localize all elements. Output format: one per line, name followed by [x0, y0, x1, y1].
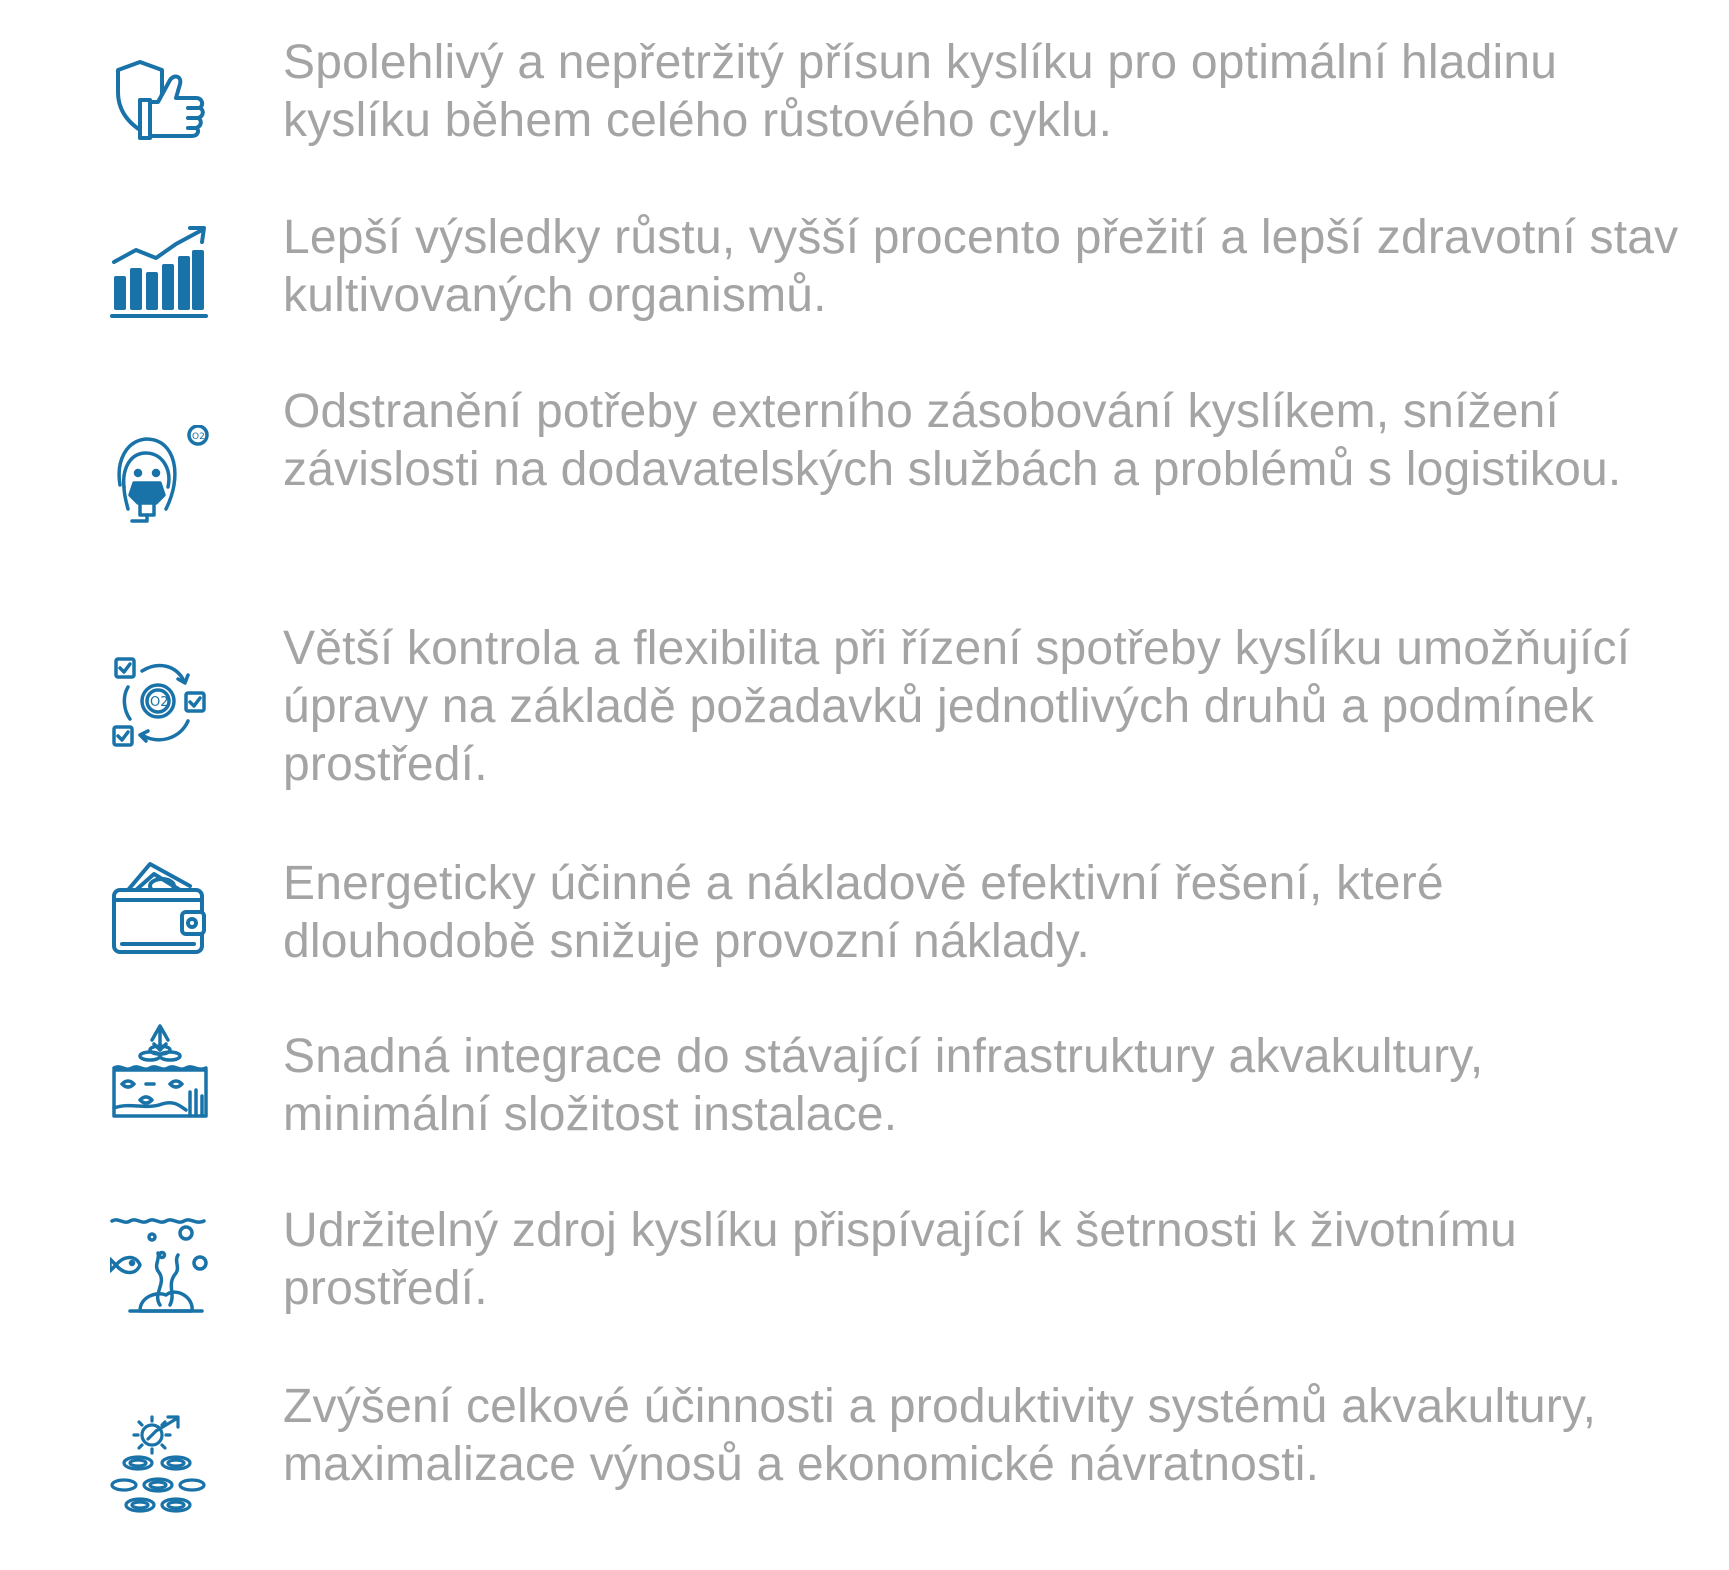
benefit-text: Energeticky účinné a nákladově efektivní řešení, které dlouhodobě snižuje provozní náklady. — [283, 857, 1444, 968]
growth-chart-icon — [110, 222, 210, 322]
productivity-cages-icon — [110, 1415, 210, 1515]
svg-text:O2: O2 — [150, 695, 169, 710]
wallet-money-icon — [110, 860, 210, 960]
benefit-text: Udržitelný zdroj kyslíku přispívající k šetrnosti k životnímu prostředí. — [283, 1204, 1517, 1315]
svg-text:O2: O2 — [192, 432, 205, 442]
underwater-ecosystem-icon — [110, 1215, 210, 1315]
benefit-text: Snadná integrace do stávající infrastruktury akvakultury, minimální složitost instalace. — [283, 1030, 1484, 1141]
benefit-text: Odstranění potřeby externího zásobování kyslíkem, snížení závislosti na dodavatelských službách a problémů s logistikou. — [283, 385, 1622, 496]
benefit-text: Zvýšení celkové účinnosti a produktivity systémů akvakultury, maximalizace výnosů a ekonomické návratnosti. — [283, 1380, 1597, 1491]
benefit-text: Lepší výsledky růstu, vyšší procento přežití a lepší zdravotní stav kultivovaných organismů. — [283, 211, 1679, 322]
shield-thumbs-up-icon — [110, 50, 210, 150]
aquaculture-tank-icon — [110, 1020, 210, 1120]
benefit-text: Spolehlivý a nepřetržitý přísun kyslíku pro optimální hladinu kyslíku během celého růstového cyklu. — [283, 36, 1558, 147]
oxygen-cycle-control-icon — [110, 655, 210, 755]
oxygen-mask-person-icon — [110, 425, 210, 525]
benefit-text: Větší kontrola a flexibilita při řízení spotřeby kyslíku umožňující úpravy na základě požadavků jednotlivých druhů a podmínek prostředí. — [283, 622, 1631, 791]
